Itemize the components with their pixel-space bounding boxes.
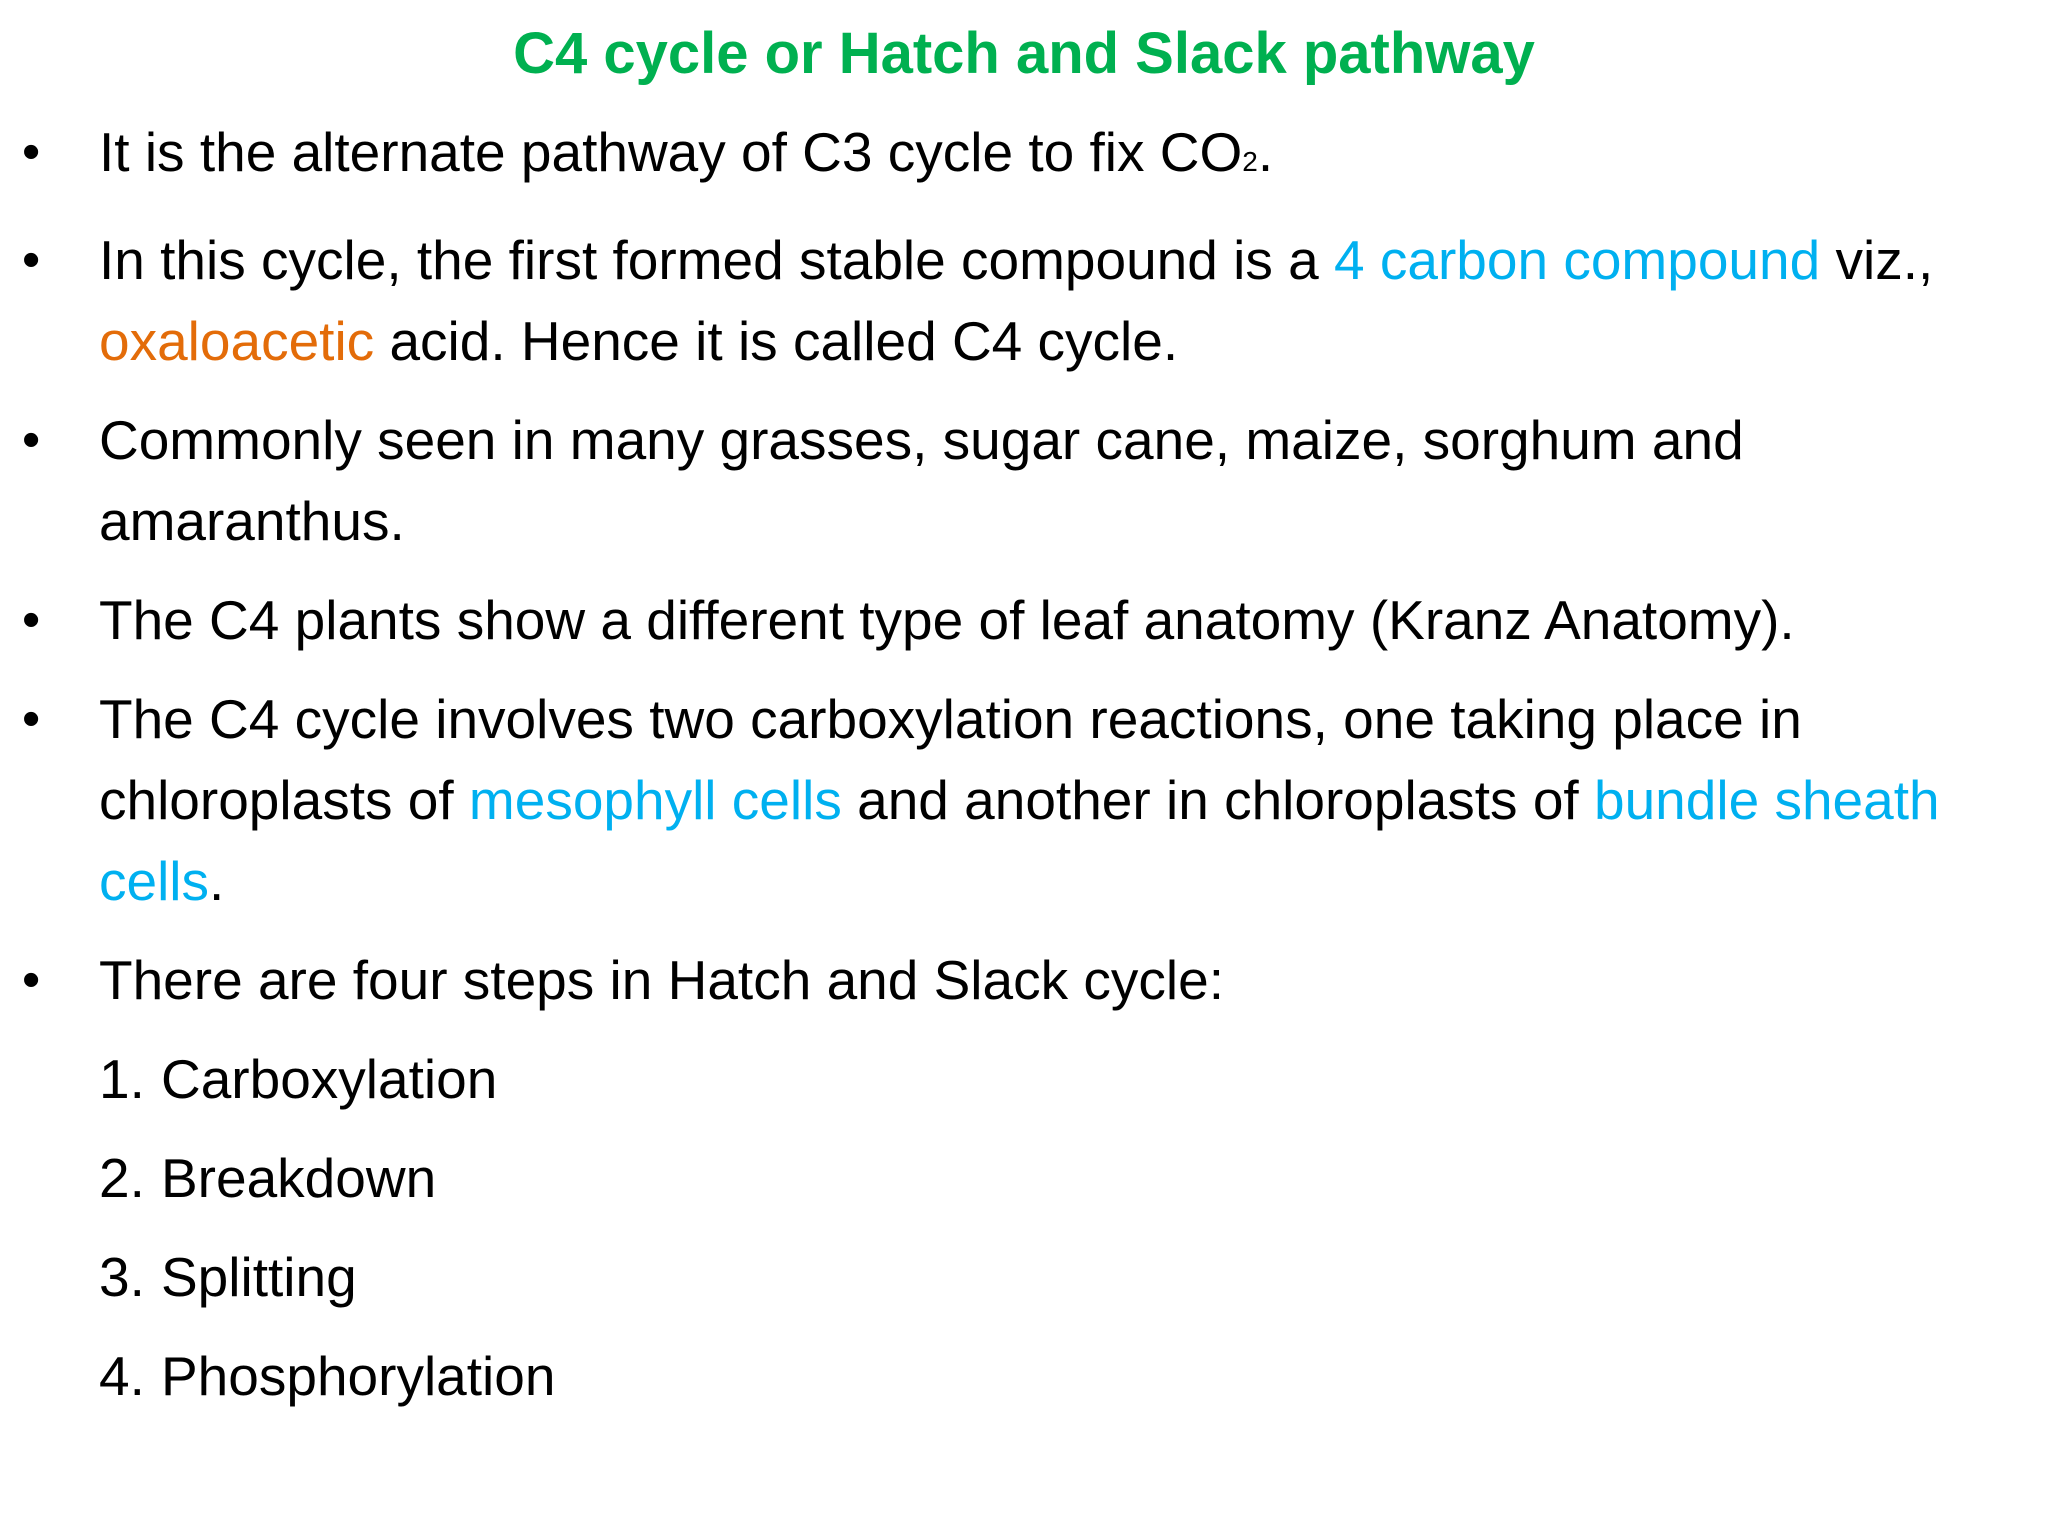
bullet-item-6 — [0, 940, 2048, 1417]
step-number: 2. — [99, 1147, 145, 1209]
step-item-2 — [99, 1138, 2028, 1219]
bullet-text: and another in chloroplasts of — [841, 769, 1594, 831]
bullet-text: It is the alternate pathway of C3 cycle to fix CO — [99, 121, 1243, 183]
bullet-text: There are four steps in Hatch and Slack cycle: — [99, 949, 1224, 1011]
bullet-text: Commonly seen in many grasses, sugar cane, maize, sorghum and amaranthus. — [99, 409, 1744, 552]
bullet-text: acid. Hence it is called C4 cycle. — [374, 310, 1179, 372]
step-item-1 — [99, 1039, 2028, 1120]
bullet-dot: • — [22, 231, 41, 289]
bullet-dot: • — [22, 690, 41, 748]
bullet-dot: • — [22, 591, 41, 649]
bullet-item-4 — [0, 580, 2048, 661]
bullet-item-5 — [0, 679, 2048, 922]
subscript-text: 2 — [1242, 146, 1258, 177]
bullet-item-1 — [0, 112, 2048, 202]
bullet-text: viz., — [1820, 229, 1934, 291]
bullet-dot: • — [22, 411, 41, 469]
bullet-text: The C4 cycle involves two carboxylation reactions, one taking place in chloroplasts of — [99, 688, 1802, 831]
step-label: Splitting — [161, 1246, 357, 1308]
highlight-blue-text: bundle sheath cells — [99, 769, 1940, 912]
step-number: 1. — [99, 1048, 145, 1110]
step-label: Phosphorylation — [161, 1345, 556, 1407]
bullet-dot: • — [22, 123, 41, 181]
step-item-4 — [99, 1336, 2028, 1417]
step-label: Carboxylation — [161, 1048, 498, 1110]
bullet-text: In this cycle, the first formed stable compound is a — [99, 229, 1335, 291]
bullet-text: . — [1257, 121, 1274, 183]
bullet-list — [0, 112, 2048, 1435]
step-label: Breakdown — [161, 1147, 437, 1209]
bullet-item-2 — [0, 220, 2048, 382]
bullet-dot: • — [22, 951, 41, 1009]
bullet-text: . — [209, 850, 225, 912]
bullet-text: The C4 plants show a different type of leaf anatomy (Kranz Anatomy). — [99, 589, 1795, 651]
highlight-orange-text: oxaloacetic — [99, 310, 375, 372]
slide-title: C4 cycle or Hatch and Slack pathway — [513, 21, 1535, 86]
highlight-blue-text: 4 carbon compound — [1334, 229, 1821, 291]
bullet-item-3 — [0, 400, 2048, 562]
step-number: 4. — [99, 1345, 145, 1407]
highlight-blue-text: mesophyll cells — [468, 769, 842, 831]
step-number: 3. — [99, 1246, 145, 1308]
step-item-3 — [99, 1237, 2028, 1318]
steps-list — [99, 1039, 2028, 1417]
